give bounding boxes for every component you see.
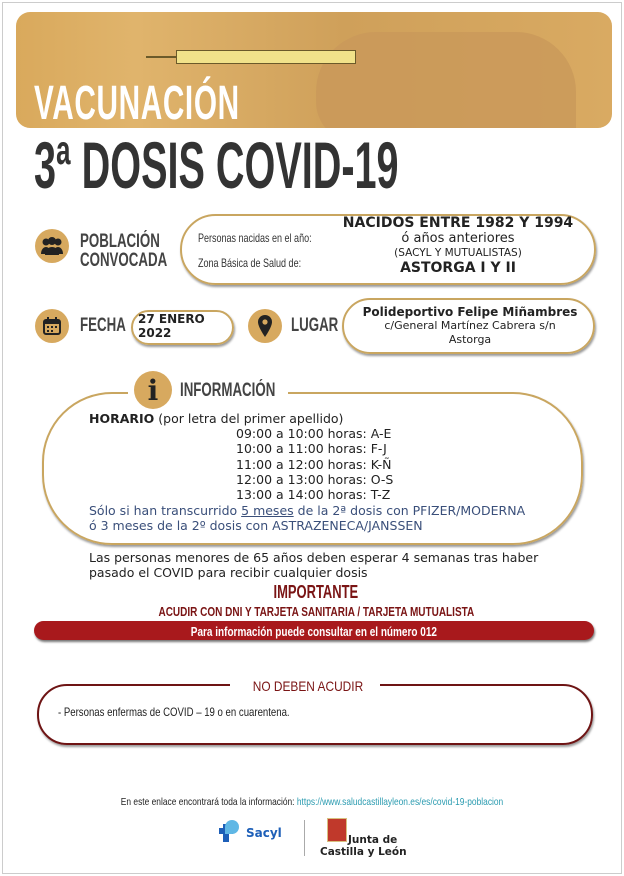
junta-line2: Castilla y León bbox=[320, 846, 407, 858]
value-sacyl: (SACYL Y MUTUALISTAS) bbox=[394, 247, 522, 259]
covid-wait-note bbox=[89, 550, 538, 581]
field-nacidos-label: Personas nacidas en el año: bbox=[198, 231, 312, 245]
footer-link-text: En este enlace encontrará toda la información: bbox=[120, 796, 297, 808]
fecha-year: 2022 bbox=[138, 326, 172, 340]
field-zona-label: Zona Básica de Salud de: bbox=[198, 256, 302, 270]
schedule-row: 12:00 a 13:00 horas: O-S bbox=[236, 471, 394, 487]
schedule-row: 11:00 a 12:00 horas: K-Ñ bbox=[236, 456, 392, 472]
poblacion-label-line1: POBLACIÓN bbox=[80, 231, 160, 252]
logo-divider bbox=[304, 820, 305, 856]
fecha-value bbox=[138, 312, 205, 340]
no-acudir-title-wrap bbox=[0, 676, 616, 695]
syringe-image bbox=[176, 50, 356, 64]
horario-note: (por letra del primer apellido) bbox=[154, 411, 344, 426]
no-acudir-item: - Personas enfermas de COVID – 19 o en cuarentena. bbox=[58, 705, 290, 719]
note-line1: Las personas menores de 65 años deben esperar 4 semanas tras haber bbox=[89, 550, 539, 565]
value-zona: ASTORGA I Y II bbox=[400, 260, 516, 276]
schedule-list bbox=[236, 426, 393, 502]
calendar-icon bbox=[35, 309, 69, 343]
condition-text bbox=[89, 503, 525, 534]
fecha-label: FECHA bbox=[80, 315, 126, 336]
info-icon: i bbox=[134, 371, 172, 409]
info-phone-text: Para información puede consultar en el número 012 bbox=[190, 625, 438, 639]
poblacion-label-line2: CONVOCADA bbox=[80, 250, 168, 271]
sacyl-logo bbox=[219, 820, 241, 842]
castilla-leon-shield-logo bbox=[327, 818, 347, 842]
title-dosis: 3ª DOSIS COVID-19 bbox=[34, 128, 399, 202]
info-phone-bar bbox=[34, 621, 594, 640]
needle-image bbox=[146, 56, 178, 58]
people-icon bbox=[35, 229, 69, 263]
footer-link-line bbox=[0, 790, 624, 809]
schedule-row: 10:00 a 11:00 horas: F-J bbox=[236, 441, 387, 457]
importante-title: IMPORTANTE bbox=[273, 582, 359, 602]
lugar-city: Astorga bbox=[448, 333, 492, 346]
value-nacidos: NACIDOS ENTRE 1982 Y 1994 bbox=[342, 215, 574, 231]
location-pin-icon bbox=[248, 309, 282, 343]
importante-title-wrap bbox=[0, 582, 624, 603]
schedule-row: 09:00 a 10:00 horas: A-E bbox=[236, 426, 392, 441]
horario-label: HORARIO bbox=[89, 411, 155, 426]
schedule-row: 13:00 a 14:00 horas: T-Z bbox=[236, 487, 391, 503]
importante-text: ACUDIR CON DNI Y TARJETA SANITARIA / TARJETA MUTUALISTA bbox=[158, 605, 474, 619]
lugar-place: Polideportivo Felipe Miñambres bbox=[362, 305, 578, 319]
info-link[interactable]: https://www.saludcastillayleon.es/es/covid-19-poblacion bbox=[296, 796, 504, 808]
condition-post: de la 2ª dosis con PFIZER/MODERNA bbox=[293, 503, 526, 518]
horario-heading bbox=[89, 411, 343, 426]
fecha-day: 27 ENERO bbox=[138, 312, 205, 326]
sacyl-text: Sacyl bbox=[246, 826, 282, 840]
lugar-street: c/General Martínez Cabrera s/n bbox=[384, 319, 556, 332]
lugar-label: LUGAR bbox=[291, 315, 339, 336]
poblacion-values bbox=[318, 215, 598, 276]
condition-underline: 5 meses bbox=[241, 503, 294, 518]
glove-image bbox=[316, 32, 576, 128]
note-line2: pasado el COVID para recibir cualquier dosis bbox=[89, 565, 368, 581]
condition-pre: Sólo si han transcurrido bbox=[89, 503, 242, 518]
importante-text-wrap bbox=[0, 601, 624, 620]
junta-line1: Junta de bbox=[348, 834, 398, 846]
condition-line2: ó 3 meses de la 2º dosis con ASTRAZENECA/JANSSEN bbox=[89, 518, 423, 534]
no-acudir-title: NO DEBEN ACUDIR bbox=[252, 678, 364, 694]
title-vacunacion: VACUNACIÓN bbox=[34, 77, 240, 130]
value-anteriores: ó años anteriores bbox=[401, 231, 515, 246]
informacion-title: INFORMACIÓN bbox=[180, 380, 276, 401]
lugar-value bbox=[352, 305, 588, 347]
